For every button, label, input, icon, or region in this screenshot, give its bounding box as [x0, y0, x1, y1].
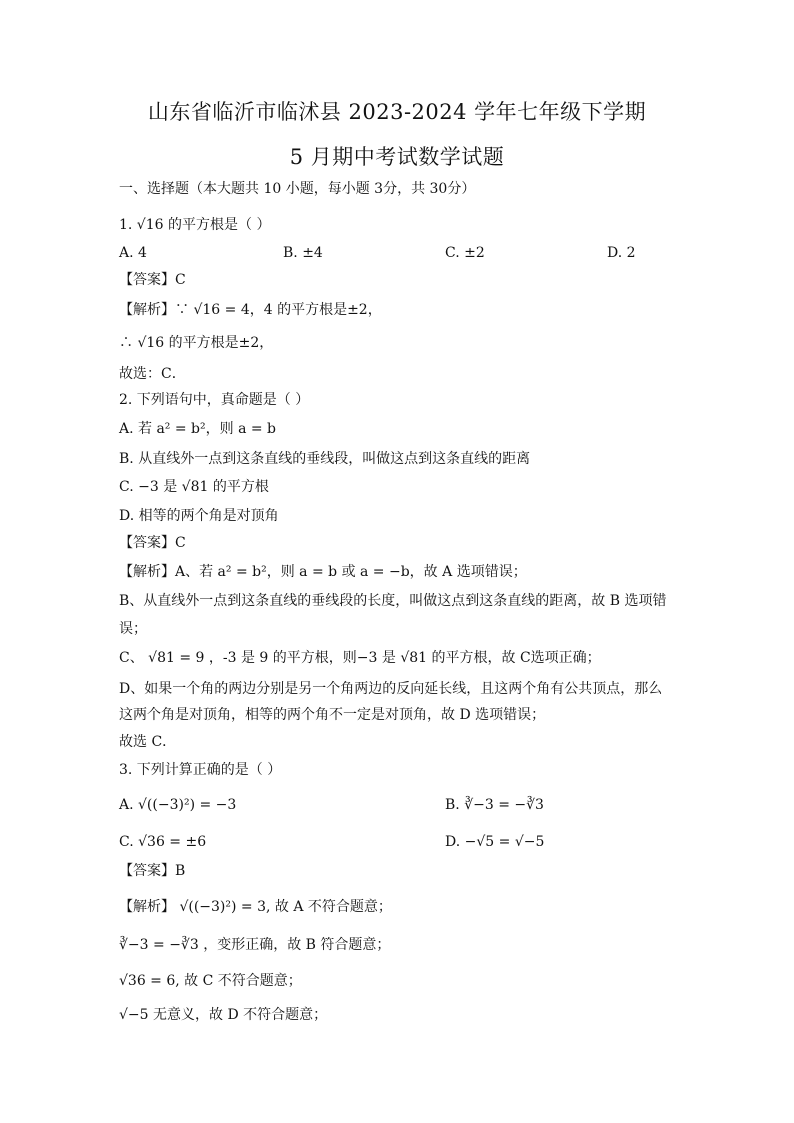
q2-answer: 【答案】C: [119, 535, 186, 551]
q3-answer: 【答案】B: [119, 863, 186, 879]
q2-option-c: C. −3 是 √81 的平方根: [119, 479, 269, 495]
q2-stem: 2. 下列语句中，真命题是（ ）: [119, 392, 310, 408]
q3-option-c: C. √36 = ±6: [119, 834, 207, 850]
q2-option-b: B. 从直线外一点到这条直线的垂线段，叫做这点到这条直线的距离: [119, 451, 531, 467]
q2-analysis-line: 误；: [119, 621, 147, 637]
q2-analysis-line: 【解析】A、若 a² = b²，则 a = b 或 a = −b，故 A 选项错误；: [119, 564, 527, 580]
q2-analysis-line: 故选 C．: [119, 734, 177, 750]
q2-analysis-line: D、如果一个角的两边分别是另一个角两边的反向延长线，且这两个角有公共顶点，那么: [119, 681, 663, 697]
q1-option-a: A. 4: [119, 245, 147, 261]
q1-stem: 1. √16 的平方根是（ ）: [119, 217, 271, 233]
q1-option-c: C. ±2: [445, 245, 485, 261]
q2-option-a: A. 若 a² = b²，则 a = b: [119, 421, 277, 437]
q3-analysis-line: √−5 无意义，故 D 不符合题意；: [119, 1007, 328, 1023]
document-title: 山东省临沂市临沭县 2023-2024 学年七年级下学期: [147, 100, 647, 124]
q3-analysis-line: √36 = 6, 故 C 不符合题意；: [119, 973, 302, 989]
q2-analysis-line: 这两个角是对顶角，相等的两个角不一定是对顶角，故 D 选项错误；: [119, 707, 546, 723]
q1-answer: 【答案】C: [119, 272, 186, 288]
q3-stem: 3. 下列计算正确的是（ ）: [119, 762, 282, 778]
section-heading: 一、选择题（本大题共 10 小题，每小题 3分，共 30分）: [119, 181, 476, 197]
q1-analysis-line: 故选：C．: [119, 366, 186, 382]
q1-analysis-line: 【解析】∵ √16 = 4，4 的平方根是±2，: [119, 302, 382, 318]
q3-analysis-line: 【解析】 √((−3)²) = 3, 故 A 不符合题意；: [119, 899, 392, 915]
q2-option-d: D. 相等的两个角是对顶角: [119, 508, 279, 524]
q2-analysis-line: B、从直线外一点到这条直线的垂线段的长度，叫做这点到这条直线的距离，故 B 选项错: [119, 593, 667, 609]
q2-analysis-line: C、 √81 = 9 ，-3 是 9 的平方根，则−3 是 √81 的平方根，故 C选项正确；: [119, 650, 601, 666]
q3-option-b: B. ∛−3 = −∛3: [445, 797, 544, 813]
q3-option-a: A. √((−3)²) = −3: [119, 797, 237, 813]
q1-analysis-line: ∴ √16 的平方根是±2，: [119, 335, 274, 351]
q3-analysis-line: ∛−3 = −∛3 ，变形正确，故 B 符合题意；: [119, 937, 391, 953]
q1-option-b: B. ±4: [283, 245, 323, 261]
document-subtitle: 5 月期中考试数学试题: [289, 145, 505, 169]
q3-option-d: D. −√5 = √−5: [445, 834, 545, 850]
q1-option-d: D. 2: [607, 245, 636, 261]
